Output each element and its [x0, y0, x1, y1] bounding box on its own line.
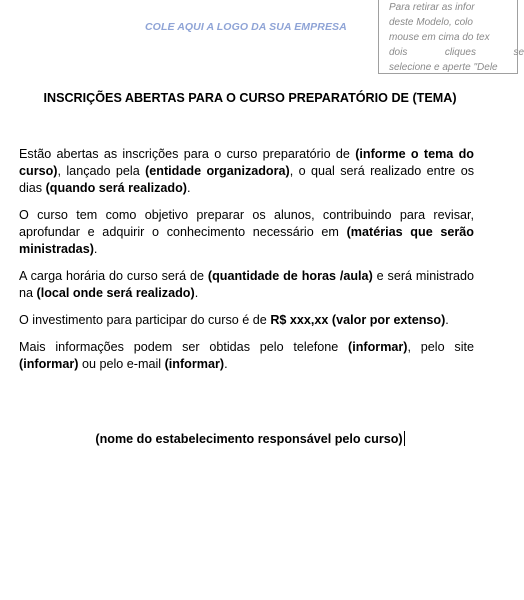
placeholder-site[interactable]: (informar)	[19, 357, 79, 371]
note-word: se	[513, 47, 524, 58]
note-word: cliques	[444, 47, 476, 58]
text: O curso tem como objetivo preparar os alunos, contribuindo para revisar, aprofundar e adquirir o conhecimento necessário em	[19, 208, 474, 239]
placeholder-phone[interactable]: (informar)	[348, 340, 408, 354]
signature-text: (nome do estabelecimento responsável pelo curso)	[95, 432, 403, 446]
text: .	[93, 242, 98, 256]
placeholder-price[interactable]: R$ xxx,xx (valor por extenso)	[270, 313, 446, 327]
text: , o qual será realizado entre os dias	[19, 164, 474, 195]
text: e será ministrado na	[19, 269, 474, 300]
paragraph-contact	[19, 339, 474, 373]
text-cursor	[404, 431, 405, 446]
text: , pelo site	[407, 340, 475, 354]
text: .	[194, 286, 199, 300]
text: Mais informações podem ser obtidas pelo telefone	[19, 340, 349, 354]
signature-line[interactable]	[0, 431, 500, 446]
note-line-2: deste Modelo, colo	[389, 17, 473, 28]
note-line-3: mouse em cima do tex	[389, 32, 490, 43]
instruction-note	[378, 0, 524, 74]
note-line-1: Para retirar as infor	[389, 2, 475, 13]
text: A carga horária do curso será de	[19, 269, 208, 283]
note-word: dois	[389, 47, 408, 58]
placeholder-hours[interactable]: (quantidade de horas /aula)	[207, 269, 373, 283]
placeholder-location[interactable]: (local onde será realizado)	[36, 286, 195, 300]
placeholder-course-theme[interactable]: (informe o tema do curso)	[19, 147, 474, 178]
note-line-5: selecione e aperte "Dele	[389, 62, 498, 73]
placeholder-dates[interactable]: (quando será realizado)	[45, 181, 187, 195]
placeholder-subjects[interactable]: (matérias que serão ministradas)	[19, 225, 474, 256]
document-title: INSCRIÇÕES ABERTAS PARA O CURSO PREPARATÓRIO DE (TEMA)	[43, 91, 457, 105]
paragraph-course-intro	[19, 146, 474, 197]
placeholder-email[interactable]: (informar)	[164, 357, 225, 371]
text: .	[445, 313, 449, 327]
logo-placeholder: COLE AQUI A LOGO DA SUA EMPRESA	[145, 21, 347, 33]
text: , lançado pela	[57, 164, 146, 178]
placeholder-organizer[interactable]: (entidade organizadora)	[145, 164, 290, 178]
note-line-4	[389, 45, 524, 60]
text: O investimento para participar do curso é de	[19, 313, 271, 327]
text: .	[186, 181, 191, 195]
paragraph-workload	[19, 268, 474, 302]
text: .	[224, 357, 228, 371]
text: Estão abertas as inscrições para o curso preparatório de	[19, 147, 356, 161]
document-body	[19, 146, 474, 383]
paragraph-objective	[19, 207, 474, 258]
paragraph-investment	[19, 312, 474, 329]
text: ou pelo e-mail	[78, 357, 165, 371]
